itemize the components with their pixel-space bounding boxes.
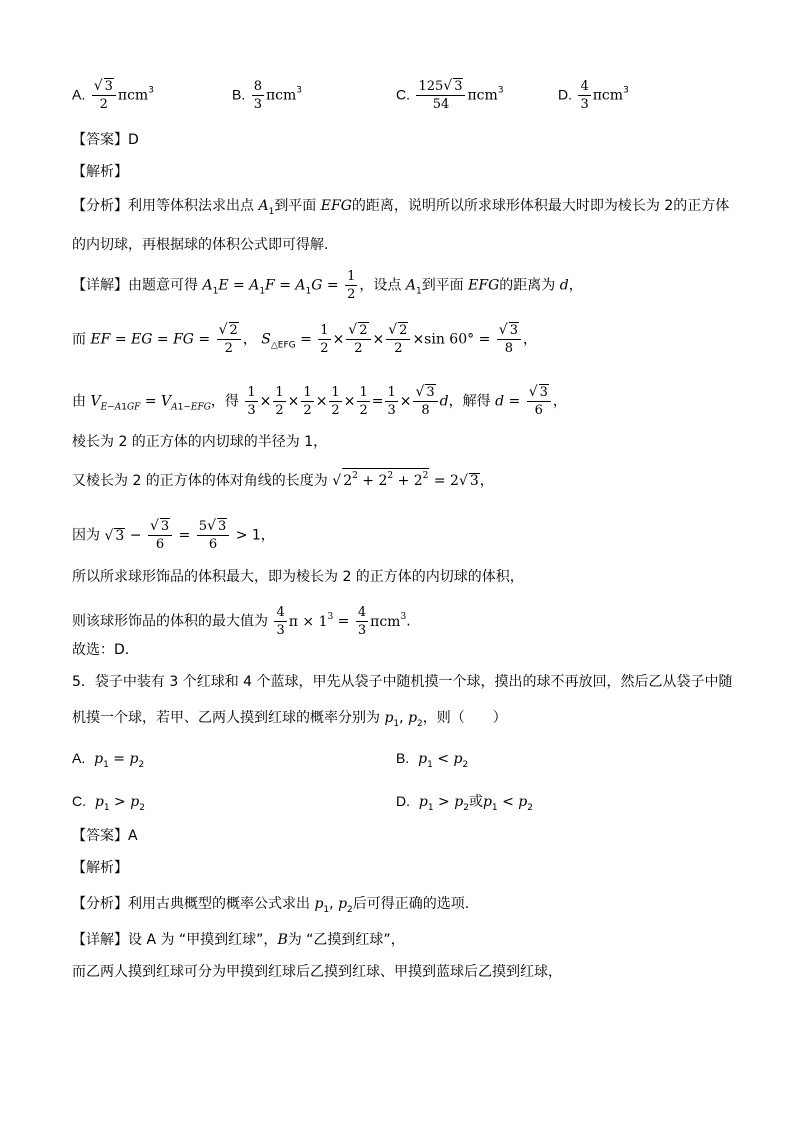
q4-detail-line8: 则该球形饰品的体积的最大值为 $\frac{4}{3}$ $\pi \times 1^3$ = $\frac{4}{3}$ πcm$^3$.	[72, 605, 411, 638]
q4-detail-line2: 而 EF = EG = FG = $\frac{√ 2}{2}$ ， $S_{\triangle EFG}$ = $\frac{1}{2}$ × $\frac{√ 2}{2}$ × $\frac{√ 2}{2}$ ×sin 60° = $\frac{√ 3}{8}$ ，	[72, 322, 537, 356]
q4-fenxi-line1: 【分析】利用等体积法求出点 $A_1$到平面 EFG的距离，说明所以所求球形体积最大时即为棱长为 2的正方体	[72, 198, 730, 217]
q4-option-b: B. $\frac{8}{3}$ πcm$^3$	[232, 79, 303, 112]
q5-stem-line1: 5．袋子中装有 3 个红球和 4 个蓝球，甲先从袋子中随机摸一个球，摸出的球不再放回，然后乙从袋子中随	[72, 674, 733, 690]
q5-option-d: D. $p_1 > p_2$或$p_1 < p_2$	[396, 793, 533, 813]
q4-detail-line7: 所以所求球形饰品的体积最大，即为棱长为 2 的正方体的内切球的体积，	[72, 569, 524, 585]
q5-detail-line2: 而乙两人摸到红球可分为甲摸到红球后乙摸到红球、甲摸到蓝球后乙摸到红球，	[72, 964, 562, 980]
q4-conclusion: 故选：D.	[72, 642, 130, 658]
q4-detail-line1: 【详解】由题意可得 $A_1E = A_1F = A_1G$ = $\frac{1}{2}$ ，设点 $A_1$到平面 EFG的距离为 d，	[72, 269, 583, 302]
q4-fenxi-line2: 的内切球，再根据球的体积公式即可得解.	[72, 237, 329, 253]
q5-analysis-heading: 【解析】	[72, 860, 128, 876]
q4-detail-line4: 棱长为 2 的正方体的内切球的半径为 1，	[72, 434, 328, 450]
q4-analysis-heading: 【解析】	[72, 164, 128, 180]
q5-option-a: A. $p_1 = p_2$	[72, 750, 145, 770]
q5-option-b: B. $p_1 < p_2$	[396, 750, 469, 770]
q5-answer: 【答案】A	[72, 828, 138, 844]
q4-detail-line5: 又棱长为 2 的正方体的体对角线的长度为 √ $2^2 + 2^2 + 2^2 = 2√$ 3，	[72, 468, 494, 491]
q4-option-c: C. $\frac{125√ 3}{54}$ πcm$^3$	[396, 78, 504, 112]
q4-option-d: D. $\frac{4}{3}$ πcm$^3$	[558, 79, 629, 112]
q5-detail-line1: 【详解】设 A 为 “甲摸到红球”，B为 “乙摸到红球”，	[72, 932, 405, 948]
q5-option-c: C. $p_1 > p_2$	[72, 793, 145, 813]
q4-answer: 【答案】D	[72, 132, 139, 148]
q5-fenxi: 【分析】利用古典概型的概率公式求出 $p_1$, $p_2$后可得正确的选项.	[72, 896, 470, 915]
q5-stem-line2: 机摸一个球，若甲、乙两人摸到红球的概率分别为 $p_1$, $p_2$，则（ ）	[72, 710, 507, 729]
q4-detail-line3: 由 $V_{E-A1GF} = V_{A1-EFG}$，得 $\frac{1}{3}$ × $\frac{1}{2}$ × $\frac{1}{2}$ × $\frac{1}{2}$ × $\frac{1}{2}$ = $\frac{1}{3}$ × $\frac{√ 3}{8}$ d，解得 d = $\frac{√ 3}{6}$ ，	[72, 384, 567, 418]
q4-option-a: A. $\frac{√ 3}{2}$ πcm$^3$	[72, 78, 154, 112]
q4-detail-line6: 因为 √ 3 − $\frac{√ 3}{6}$ = $\frac{5√ 3}{6}$ > 1，	[72, 518, 275, 552]
